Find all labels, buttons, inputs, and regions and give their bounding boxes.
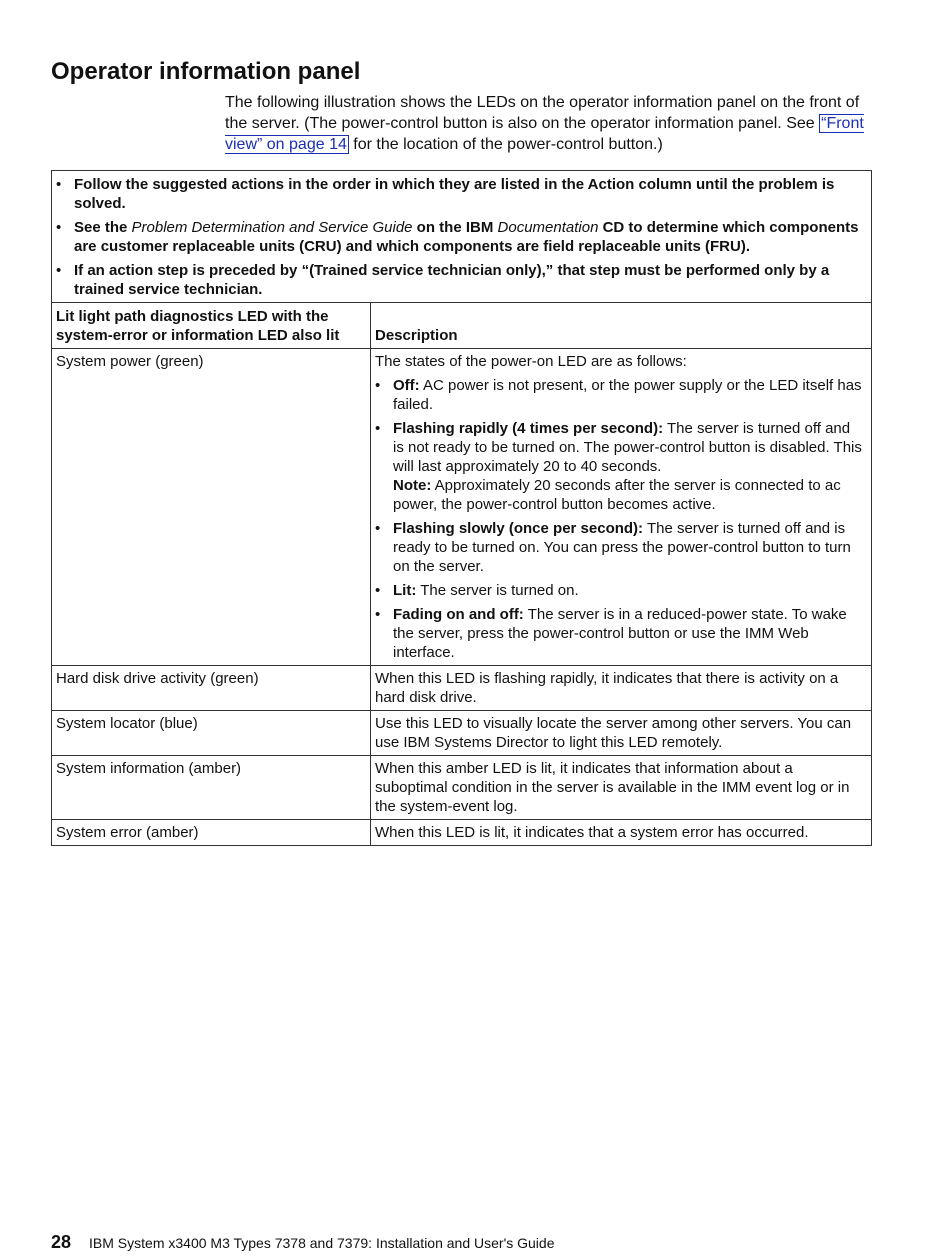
intro-text-after: for the location of the power-control button.) bbox=[348, 136, 663, 153]
state-item bbox=[375, 605, 865, 662]
led-table bbox=[51, 170, 872, 846]
state-item bbox=[375, 376, 865, 414]
note-item bbox=[56, 175, 865, 213]
note-text-part: CD to determine which components are customer replaceable units (CRU) and which components are field replaceable units (FRU). bbox=[74, 219, 859, 255]
bullet-icon: • bbox=[375, 377, 381, 394]
led-name: System locator (blue) bbox=[52, 711, 371, 756]
table-row bbox=[52, 349, 872, 666]
page-number: 28 bbox=[51, 1232, 72, 1252]
led-name: System power (green) bbox=[52, 349, 371, 666]
table-row bbox=[52, 711, 872, 756]
state-item bbox=[375, 419, 865, 514]
front-view-link[interactable]: “Front view” on page 14 bbox=[225, 115, 864, 153]
header-row bbox=[52, 303, 872, 349]
state-label: Fading on and off: bbox=[393, 606, 524, 623]
bullet-icon: • bbox=[375, 420, 381, 437]
led-description: When this LED is lit, it indicates that a system error has occurred. bbox=[371, 820, 872, 846]
note-label: Note: bbox=[393, 477, 432, 494]
state-text: The server is turned off and is ready to be turned on. You can press the power-control button to turn on the server. bbox=[393, 520, 851, 575]
led-name: System error (amber) bbox=[52, 820, 371, 846]
guide-title: Problem Determination and Service Guide bbox=[131, 219, 413, 236]
state-label: Flashing rapidly (4 times per second): bbox=[393, 420, 664, 437]
intro-paragraph bbox=[225, 92, 865, 155]
state-label: Flashing slowly (once per second): bbox=[393, 520, 644, 537]
note-text: Approximately 20 seconds after the server is connected to ac power, the power-control button becomes active. bbox=[393, 477, 841, 513]
note-text-part: See the bbox=[74, 219, 132, 236]
led-name: Hard disk drive activity (green) bbox=[52, 666, 371, 711]
bullet-icon: • bbox=[375, 582, 381, 599]
note-text: Follow the suggested actions in the order in which they are listed in the Action column until the problem is solved. bbox=[74, 176, 835, 212]
state-text: AC power is not present, or the power supply or the LED itself has failed. bbox=[393, 377, 862, 413]
table-row bbox=[52, 666, 872, 711]
note-text: If an action step is preceded by “(Trained service technician only),” that step must be performed only by a trained service technician. bbox=[74, 262, 830, 298]
cd-title: Documentation bbox=[497, 219, 599, 236]
col1-header: Lit light path diagnostics LED with the system-error or information LED also lit bbox=[52, 303, 371, 349]
note-item bbox=[56, 261, 865, 299]
state-text: The server is turned off and is not ready to be turned on. The power-control button is disabled. This will last approximately 20 to 40 seconds. bbox=[393, 420, 862, 475]
power-intro: The states of the power-on LED are as follows: bbox=[375, 353, 687, 370]
notes-row bbox=[52, 171, 872, 303]
notes-cell bbox=[52, 171, 872, 303]
table-row bbox=[52, 756, 872, 820]
led-name: System information (amber) bbox=[52, 756, 371, 820]
footer-text: IBM System x3400 M3 Types 7378 and 7379: Installation and User's Guide bbox=[89, 1235, 555, 1251]
bullet-icon: • bbox=[56, 219, 62, 236]
bullet-icon: • bbox=[375, 520, 381, 537]
page-title: Operator information panel bbox=[51, 58, 361, 85]
note-text bbox=[74, 218, 865, 256]
state-text: The server is turned on. bbox=[416, 582, 579, 599]
col2-header: Description bbox=[371, 303, 872, 349]
state-item bbox=[375, 519, 865, 576]
intro-text-before: The following illustration shows the LEDs on the operator information panel on the front of the server. (The power-control button is also on the operator information panel. See bbox=[225, 94, 860, 132]
state-label: Off: bbox=[393, 377, 420, 394]
note-item bbox=[56, 218, 865, 256]
state-item bbox=[375, 581, 865, 600]
bullet-icon: • bbox=[56, 262, 62, 279]
led-description: When this amber LED is lit, it indicates that information about a suboptimal condition in the server is available in the IMM event log or in the system-event log. bbox=[371, 756, 872, 820]
state-text: The server is in a reduced-power state. To wake the server, press the power-control button or use the IMM Web interface. bbox=[393, 606, 847, 661]
page-footer bbox=[51, 1232, 555, 1253]
state-label: Lit: bbox=[393, 582, 417, 599]
led-description: When this LED is flashing rapidly, it indicates that there is activity on a hard disk drive. bbox=[371, 666, 872, 711]
bullet-icon: • bbox=[56, 176, 62, 193]
note-text-part: on the IBM bbox=[412, 219, 498, 236]
led-description bbox=[371, 349, 872, 666]
bullet-icon: • bbox=[375, 606, 381, 623]
led-description: Use this LED to visually locate the server among other servers. You can use IBM Systems Director to light this LED remotely. bbox=[371, 711, 872, 756]
table-row bbox=[52, 820, 872, 846]
